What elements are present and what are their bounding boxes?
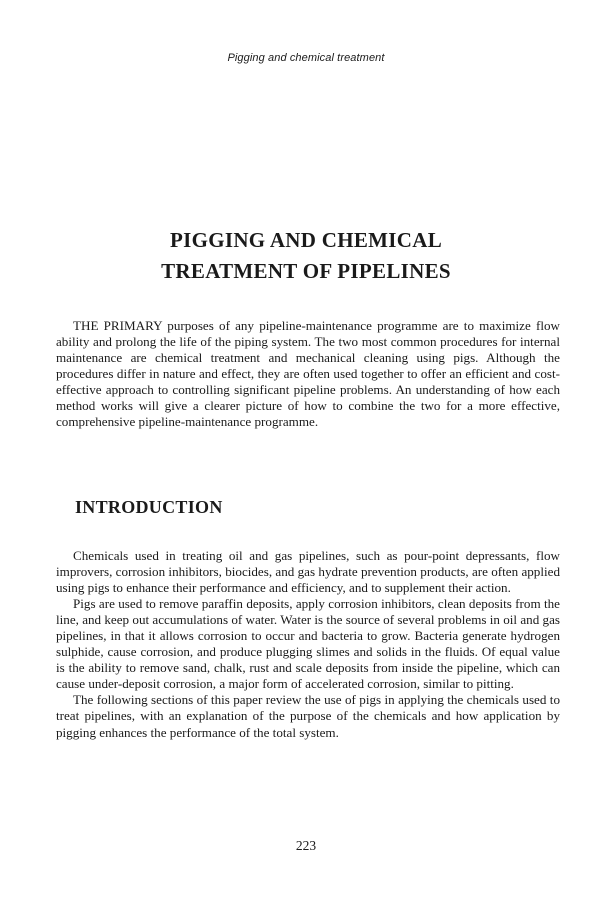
chapter-title-line-2: TREATMENT OF PIPELINES [161,259,451,283]
introduction-paragraph-1: Chemicals used in treating oil and gas pipelines, such as pour-point depressants, flow improvers, corrosion inhibitors, biocides, and gas hydrate prevention products, are often applied using pigs to enhance their performance and efficiency, and to supplement their action. [56,548,560,596]
section-heading-introduction: INTRODUCTION [75,497,223,517]
introduction-paragraph-2: Pigs are used to remove paraffin deposits, apply corrosion inhibitors, clean deposits from the line, and keep out accumulations of water. Water is the source of several problems in oil and gas pipelines, in that it allows corrosion to occur and bacteria to grow. Bacteria generate hydrogen sulphide, cause corrosion, and produce plugging slimes and solids in the fluids. Of equal value is the ability to remove sand, chalk, rust and scale deposits from inside the pipeline, which can cause under-deposit corrosion, a major form of accelerated corrosion, similar to pitting. [56,596,560,692]
running-head: Pigging and chemical treatment [227,52,385,64]
abstract [56,318,560,430]
abstract-paragraph: THE PRIMARY purposes of any pipeline-maintenance programme are to maximize flow ability and prolong the life of the piping system. The two most common procedures for internal maintenance are chemical treatment and mechanical cleaning using pigs. Although the procedures differ in nature and effect, they are often used together to offer an efficient and cost-effective approach to controlling significant pipeline problems. An understanding of how each method works will give a clearer picture of how to combine the two for a more effective, comprehensive pipeline-maintenance programme. [56,318,560,430]
chapter-title-line-1: PIGGING AND CHEMICAL [169,228,443,252]
chapter-title [0,225,612,287]
introduction-paragraph-3: The following sections of this paper review the use of pigs in applying the chemicals used to treat pipelines, with an explanation of the purpose of the chemicals and how application by pigging enhances the performance of the total system. [56,692,560,740]
introduction-body [56,548,560,741]
page-number: 223 [295,838,317,853]
